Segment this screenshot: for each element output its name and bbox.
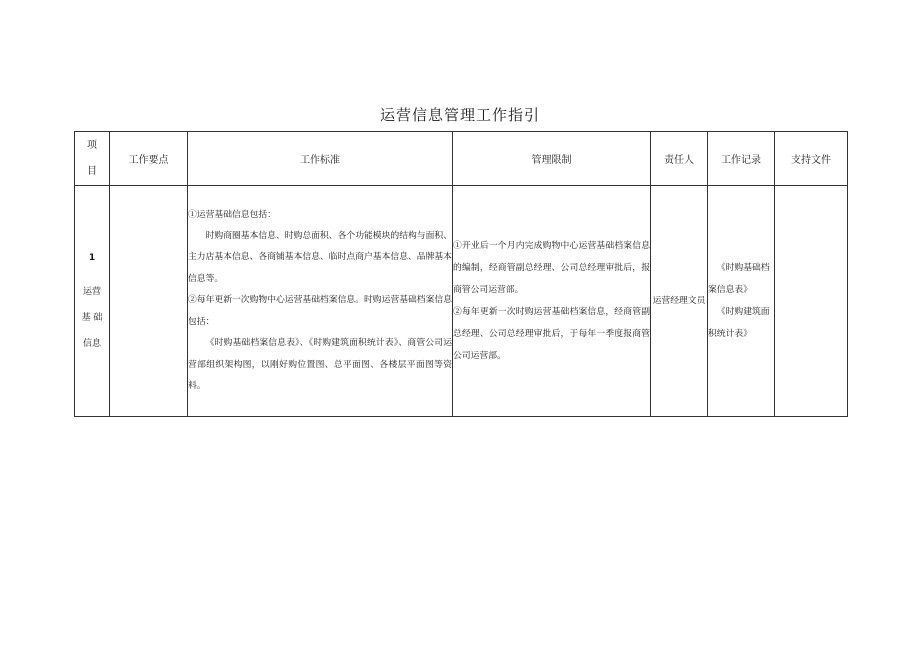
standard-para-3: ②每年更新一次购物中心运营基础档案信息。时购运营基础档案信息包括： xyxy=(188,295,452,327)
item-number: 1 xyxy=(88,253,96,263)
standard-para-2: 时购商圈基本信息、时购总面积、各个功能模块的结构与面积、主力店基本信息、各商铺基本信息、临时点商户基本信息、品牌基本信息等。 xyxy=(188,231,452,284)
header-item xyxy=(75,132,110,186)
header-responsible: 责任人 xyxy=(651,132,708,186)
item-name-line3: 信息 xyxy=(82,339,101,349)
work-guide-table xyxy=(74,131,848,417)
table-header-row xyxy=(75,132,848,186)
item-name-line2: 基 础 xyxy=(81,313,103,323)
cell-item xyxy=(75,186,110,417)
header-item-line1: 项 xyxy=(87,139,97,151)
table-row xyxy=(75,186,848,417)
header-standard: 工作标准 xyxy=(188,132,453,186)
header-limits: 管理限制 xyxy=(453,132,651,186)
cell-support xyxy=(775,186,848,417)
cell-responsible: 运营经理文员 xyxy=(651,186,708,417)
cell-limits xyxy=(453,186,651,417)
standard-para-4: 《时购基础档案信息表》、《时购建筑面积统计表》、商管公司运营部组织架构图，以刚好购位置图、总平面图、各楼层平面图等资料。 xyxy=(188,338,452,391)
record-2: 《时购建筑面积统计表》 xyxy=(708,307,770,339)
limits-para-2: ②每年更新一次时购运营基础档案信息，经商管副总经理、公司总经理审批后，于每年一季度报商管公司运营部。 xyxy=(453,307,650,361)
header-support: 支持文件 xyxy=(775,132,848,186)
cell-key-points xyxy=(110,186,188,417)
item-name-line1: 运营 xyxy=(82,287,101,297)
record-1: 《时购基础档案信息表》 xyxy=(708,263,770,295)
header-records: 工作记录 xyxy=(708,132,775,186)
page-title: 运营信息管理工作指引 xyxy=(379,106,540,124)
standard-para-1: ①运营基础信息包括： xyxy=(188,209,276,220)
header-key-points: 工作要点 xyxy=(110,132,188,186)
cell-records xyxy=(708,186,775,417)
limits-para-1: ①开业后一个月内完成购物中心运营基础档案信息的编制，经商管副总经理、公司总经理审批后，报商管公司运营部。 xyxy=(453,241,650,295)
header-item-line2: 目 xyxy=(87,165,97,177)
cell-standard xyxy=(188,186,453,417)
